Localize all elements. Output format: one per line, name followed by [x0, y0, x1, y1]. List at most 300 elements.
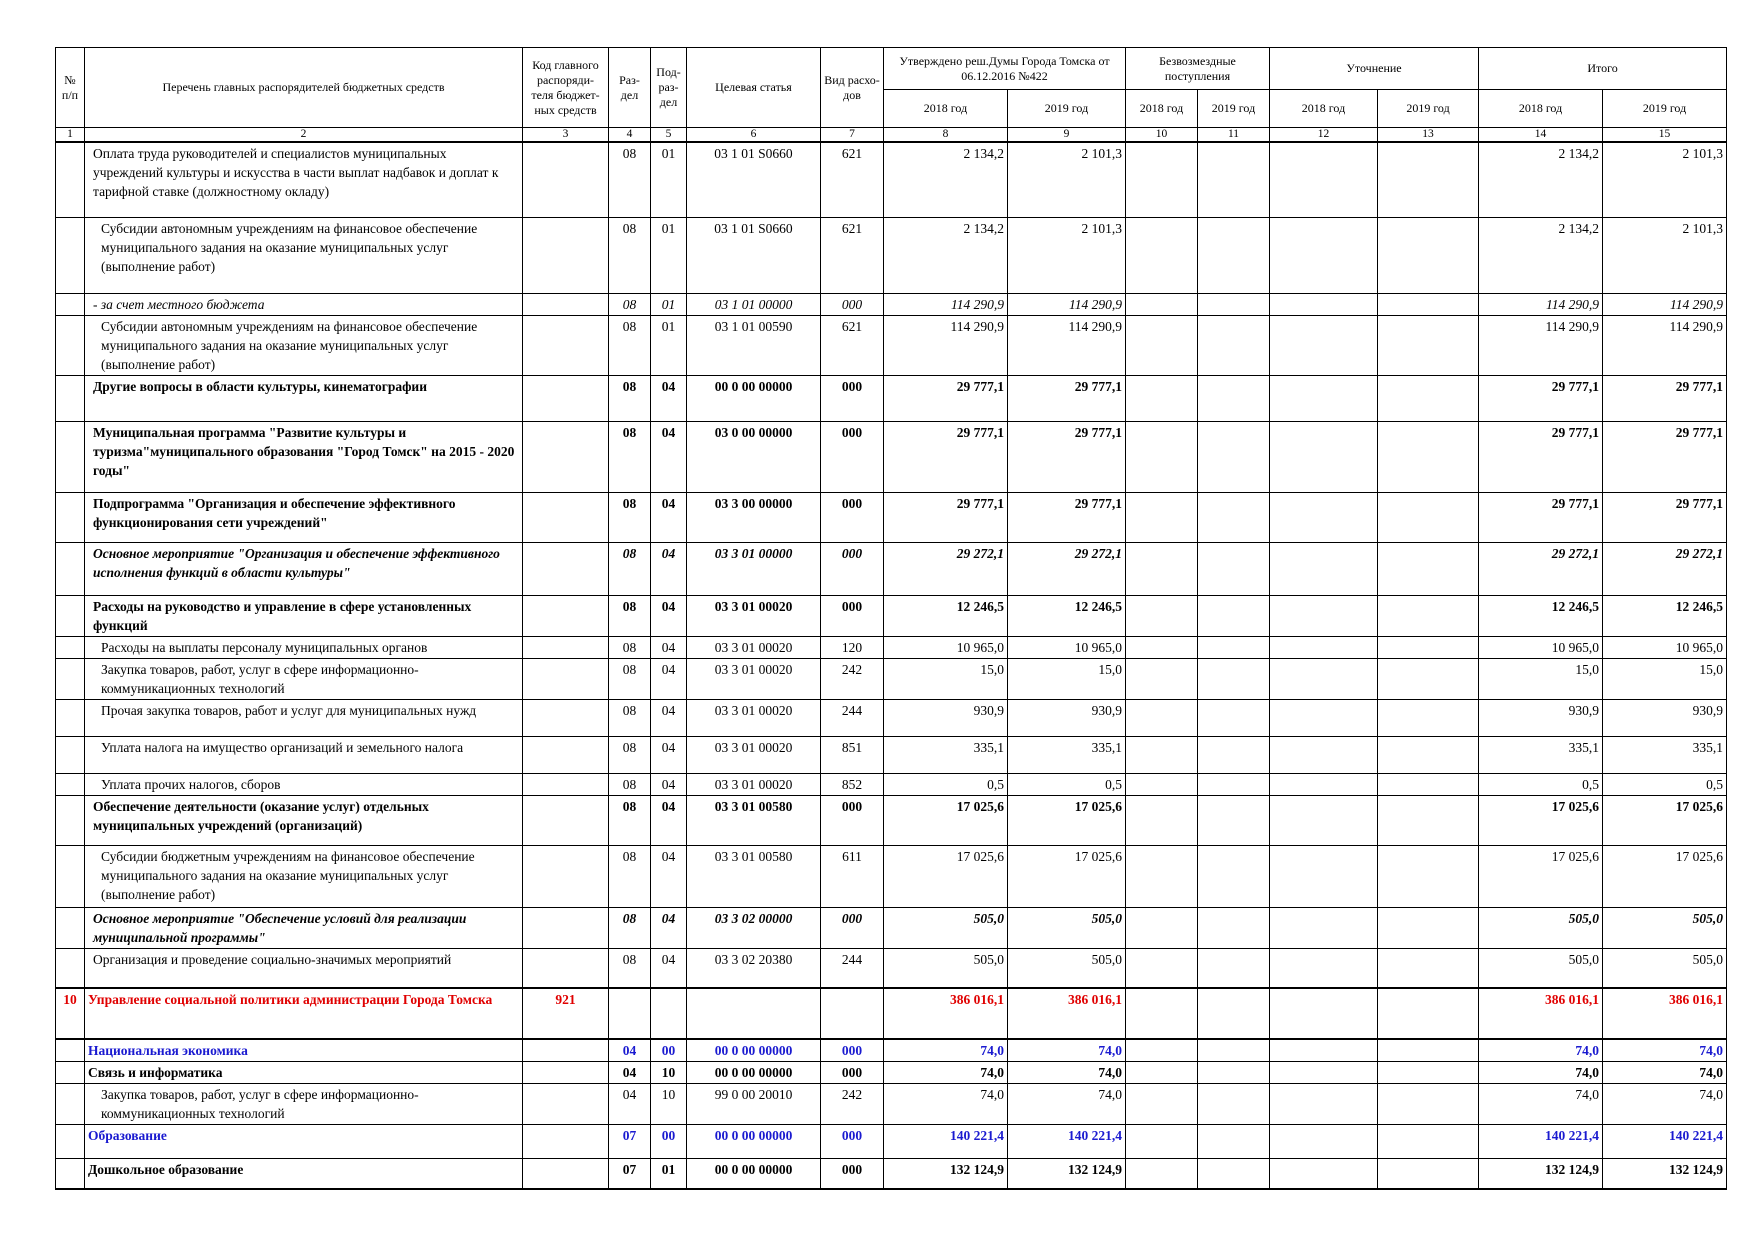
table-row: [56, 1084, 1727, 1125]
section-code: [609, 988, 651, 1039]
subsection-code: 01: [651, 217, 687, 293]
budget-code: [523, 658, 609, 699]
section-code: 08: [609, 142, 651, 217]
budget-code: [523, 315, 609, 375]
col-num: 6: [687, 128, 821, 143]
gratis-2018: [1126, 595, 1198, 636]
table-row: [56, 773, 1727, 795]
table-row: [56, 421, 1727, 492]
gratis-2019: [1198, 948, 1270, 988]
section-code: 08: [609, 636, 651, 658]
gratis-2018: [1126, 217, 1198, 293]
approved-2019: 17 025,6: [1008, 845, 1126, 907]
expense-type: [821, 988, 884, 1039]
approved-2018: 2 134,2: [884, 217, 1008, 293]
row-num: [56, 1084, 85, 1125]
approved-2018: 505,0: [884, 948, 1008, 988]
subsection-code: 04: [651, 845, 687, 907]
gratis-2019: [1198, 795, 1270, 845]
approved-2018: 930,9: [884, 699, 1008, 736]
table-row: [56, 636, 1727, 658]
refine-2018: [1270, 795, 1378, 845]
target-article: 03 3 01 00580: [687, 795, 821, 845]
approved-2019: 140 221,4: [1008, 1125, 1126, 1159]
target-article: 03 3 01 00020: [687, 773, 821, 795]
target-article: 03 1 01 00590: [687, 315, 821, 375]
gratis-2018: [1126, 736, 1198, 773]
total-2018: 505,0: [1479, 907, 1603, 948]
total-2019: 74,0: [1603, 1039, 1727, 1062]
subsection-code: 04: [651, 699, 687, 736]
subsection-code: 04: [651, 773, 687, 795]
table-row: [56, 658, 1727, 699]
approved-2018: 29 777,1: [884, 421, 1008, 492]
total-2019: 29 777,1: [1603, 492, 1727, 542]
row-name: Другие вопросы в области культуры, кинематографии: [85, 375, 523, 421]
header-approved: Утверждено реш.Думы Города Томска от 06.12.2016 №422: [884, 48, 1126, 90]
refine-2019: [1378, 542, 1479, 595]
gratis-2019: [1198, 736, 1270, 773]
refine-2018: [1270, 492, 1378, 542]
approved-2018: 505,0: [884, 907, 1008, 948]
total-2019: 930,9: [1603, 699, 1727, 736]
budget-code: [523, 492, 609, 542]
table-row: [56, 907, 1727, 948]
target-article: 03 3 01 00580: [687, 845, 821, 907]
refine-2019: [1378, 1084, 1479, 1125]
header-row-1: [56, 48, 1727, 90]
table-row: [56, 795, 1727, 845]
gratis-2018: [1126, 658, 1198, 699]
subsection-code: 01: [651, 315, 687, 375]
total-2019: 74,0: [1603, 1062, 1727, 1084]
approved-2019: 74,0: [1008, 1084, 1126, 1125]
refine-2019: [1378, 217, 1479, 293]
refine-2019: [1378, 795, 1479, 845]
subsection-code: 04: [651, 795, 687, 845]
header-code: Код главного распоряди-теля бюджет-ных средств: [523, 48, 609, 128]
gratis-2018: [1126, 1125, 1198, 1159]
total-2018: 114 290,9: [1479, 315, 1603, 375]
row-name: Закупка товаров, работ, услуг в сфере информационно-коммуникационных технологий: [85, 1084, 523, 1125]
approved-2019: 74,0: [1008, 1062, 1126, 1084]
table-row: [56, 1062, 1727, 1084]
row-num: [56, 948, 85, 988]
expense-type: 000: [821, 907, 884, 948]
refine-2019: [1378, 1039, 1479, 1062]
approved-2018: 140 221,4: [884, 1125, 1008, 1159]
row-name: Субсидии автономным учреждениям на финансовое обеспечение муниципального задания на оказание муниципальных услуг (выполнение работ): [85, 315, 523, 375]
row-num: [56, 1125, 85, 1159]
total-2019: 10 965,0: [1603, 636, 1727, 658]
refine-2018: [1270, 1084, 1378, 1125]
budget-code: [523, 699, 609, 736]
total-2019: 29 777,1: [1603, 421, 1727, 492]
total-2019: 0,5: [1603, 773, 1727, 795]
target-article: [687, 988, 821, 1039]
table-row: [56, 948, 1727, 988]
table-row: [56, 142, 1727, 217]
subsection-code: 01: [651, 293, 687, 315]
table-row: [56, 595, 1727, 636]
total-2019: 505,0: [1603, 948, 1727, 988]
gratis-2019: [1198, 595, 1270, 636]
row-name: Дошкольное образование: [85, 1159, 523, 1189]
approved-2019: 74,0: [1008, 1039, 1126, 1062]
gratis-2018: [1126, 1039, 1198, 1062]
refine-2018: [1270, 421, 1378, 492]
budget-code: [523, 542, 609, 595]
total-2018: 29 777,1: [1479, 375, 1603, 421]
refine-2018: [1270, 375, 1378, 421]
header-year: 2019 год: [1008, 90, 1126, 128]
gratis-2018: [1126, 845, 1198, 907]
refine-2019: [1378, 988, 1479, 1039]
target-article: 00 0 00 00000: [687, 1062, 821, 1084]
row-num: [56, 315, 85, 375]
total-2019: 29 272,1: [1603, 542, 1727, 595]
gratis-2019: [1198, 1084, 1270, 1125]
gratis-2019: [1198, 293, 1270, 315]
target-article: 03 3 02 00000: [687, 907, 821, 948]
section-code: 07: [609, 1159, 651, 1189]
gratis-2018: [1126, 293, 1198, 315]
approved-2019: 386 016,1: [1008, 988, 1126, 1039]
gratis-2019: [1198, 988, 1270, 1039]
row-num: [56, 142, 85, 217]
subsection-code: 01: [651, 1159, 687, 1189]
budget-code: 921: [523, 988, 609, 1039]
refine-2019: [1378, 1062, 1479, 1084]
total-2018: 10 965,0: [1479, 636, 1603, 658]
approved-2019: 505,0: [1008, 948, 1126, 988]
refine-2019: [1378, 907, 1479, 948]
table-row: [56, 736, 1727, 773]
refine-2018: [1270, 948, 1378, 988]
row-name: Обеспечение деятельности (оказание услуг) отдельных муниципальных учреждений (организаций): [85, 795, 523, 845]
table-row: [56, 988, 1727, 1039]
total-2019: 29 777,1: [1603, 375, 1727, 421]
subsection-code: 04: [651, 907, 687, 948]
subsection-code: [651, 988, 687, 1039]
refine-2018: [1270, 1062, 1378, 1084]
row-num: [56, 1159, 85, 1189]
total-2019: 2 101,3: [1603, 142, 1727, 217]
table-row: [56, 1159, 1727, 1189]
gratis-2018: [1126, 315, 1198, 375]
gratis-2018: [1126, 492, 1198, 542]
refine-2018: [1270, 658, 1378, 699]
row-num: [56, 658, 85, 699]
budget-code: [523, 595, 609, 636]
row-num: [56, 699, 85, 736]
total-2018: 2 134,2: [1479, 217, 1603, 293]
refine-2019: [1378, 736, 1479, 773]
header-year: 2019 год: [1603, 90, 1727, 128]
refine-2019: [1378, 845, 1479, 907]
total-2018: 74,0: [1479, 1062, 1603, 1084]
refine-2019: [1378, 421, 1479, 492]
budget-table: [55, 47, 1727, 1190]
refine-2019: [1378, 699, 1479, 736]
target-article: 03 3 01 00020: [687, 595, 821, 636]
row-name: Образование: [85, 1125, 523, 1159]
total-2019: 17 025,6: [1603, 845, 1727, 907]
section-code: 08: [609, 542, 651, 595]
row-num: [56, 421, 85, 492]
gratis-2018: [1126, 773, 1198, 795]
section-code: 08: [609, 217, 651, 293]
table-row: [56, 315, 1727, 375]
gratis-2019: [1198, 492, 1270, 542]
refine-2019: [1378, 492, 1479, 542]
refine-2019: [1378, 773, 1479, 795]
subsection-code: 04: [651, 375, 687, 421]
approved-2018: 132 124,9: [884, 1159, 1008, 1189]
target-article: 03 3 02 20380: [687, 948, 821, 988]
table-row: [56, 293, 1727, 315]
budget-code: [523, 1084, 609, 1125]
header-total: Итого: [1479, 48, 1727, 90]
header-name: Перечень главных распорядителей бюджетных средств: [85, 48, 523, 128]
refine-2019: [1378, 658, 1479, 699]
section-code: 04: [609, 1039, 651, 1062]
total-2019: 114 290,9: [1603, 293, 1727, 315]
budget-code: [523, 1039, 609, 1062]
row-name: Субсидии автономным учреждениям на финансовое обеспечение муниципального задания на оказание муниципальных услуг (выполнение работ): [85, 217, 523, 293]
budget-code: [523, 907, 609, 948]
row-name: - за счет местного бюджета: [85, 293, 523, 315]
header-refine: Уточнение: [1270, 48, 1479, 90]
row-name: Закупка товаров, работ, услуг в сфере информационно-коммуникационных технологий: [85, 658, 523, 699]
gratis-2019: [1198, 845, 1270, 907]
target-article: 00 0 00 00000: [687, 1125, 821, 1159]
section-code: 08: [609, 421, 651, 492]
budget-code: [523, 948, 609, 988]
total-2019: 17 025,6: [1603, 795, 1727, 845]
expense-type: 244: [821, 699, 884, 736]
table-row: [56, 1039, 1727, 1062]
expense-type: 852: [821, 773, 884, 795]
approved-2018: 15,0: [884, 658, 1008, 699]
refine-2018: [1270, 699, 1378, 736]
refine-2019: [1378, 1159, 1479, 1189]
table-row: [56, 1125, 1727, 1159]
approved-2019: 132 124,9: [1008, 1159, 1126, 1189]
row-name: Оплата труда руководителей и специалистов муниципальных учреждений культуры и искусства в части выплат надбавок и доплат к тарифной ставке (должностному окладу): [85, 142, 523, 217]
budget-code: [523, 142, 609, 217]
header-section: Раз-дел: [609, 48, 651, 128]
total-2019: 12 246,5: [1603, 595, 1727, 636]
col-num: 14: [1479, 128, 1603, 143]
expense-type: 611: [821, 845, 884, 907]
refine-2019: [1378, 315, 1479, 375]
total-2018: 132 124,9: [1479, 1159, 1603, 1189]
gratis-2018: [1126, 907, 1198, 948]
target-article: 03 3 01 00020: [687, 658, 821, 699]
row-name: Муниципальная программа "Развитие культуры и туризма"муниципального образования "Город Томск" на 2015 - 2020 годы": [85, 421, 523, 492]
subsection-code: 04: [651, 636, 687, 658]
gratis-2018: [1126, 142, 1198, 217]
gratis-2019: [1198, 636, 1270, 658]
gratis-2018: [1126, 542, 1198, 595]
total-2018: 2 134,2: [1479, 142, 1603, 217]
gratis-2018: [1126, 636, 1198, 658]
budget-code: [523, 421, 609, 492]
section-code: 04: [609, 1084, 651, 1125]
refine-2018: [1270, 142, 1378, 217]
row-name: Расходы на выплаты персоналу муниципальных органов: [85, 636, 523, 658]
subsection-code: 00: [651, 1125, 687, 1159]
total-2018: 0,5: [1479, 773, 1603, 795]
gratis-2019: [1198, 1125, 1270, 1159]
target-article: 00 0 00 00000: [687, 1039, 821, 1062]
col-num: 3: [523, 128, 609, 143]
expense-type: 242: [821, 658, 884, 699]
budget-code: [523, 845, 609, 907]
col-num: 10: [1126, 128, 1198, 143]
approved-2018: 114 290,9: [884, 293, 1008, 315]
row-name: Управление социальной политики администрации Города Томска: [85, 988, 523, 1039]
gratis-2019: [1198, 217, 1270, 293]
approved-2018: 74,0: [884, 1084, 1008, 1125]
budget-code: [523, 736, 609, 773]
subsection-code: 04: [651, 736, 687, 773]
approved-2018: 10 965,0: [884, 636, 1008, 658]
header-year: 2018 год: [884, 90, 1008, 128]
col-num: 2: [85, 128, 523, 143]
target-article: 03 3 01 00000: [687, 542, 821, 595]
header-target: Целевая статья: [687, 48, 821, 128]
target-article: 03 1 01 S0660: [687, 142, 821, 217]
budget-code: [523, 217, 609, 293]
approved-2018: 29 272,1: [884, 542, 1008, 595]
expense-type: 000: [821, 542, 884, 595]
row-num: [56, 636, 85, 658]
table-row: [56, 375, 1727, 421]
gratis-2019: [1198, 542, 1270, 595]
approved-2019: 114 290,9: [1008, 315, 1126, 375]
approved-2019: 15,0: [1008, 658, 1126, 699]
total-2018: 29 777,1: [1479, 421, 1603, 492]
header-year: 2018 год: [1126, 90, 1198, 128]
section-code: 08: [609, 658, 651, 699]
total-2019: 140 221,4: [1603, 1125, 1727, 1159]
total-2018: 386 016,1: [1479, 988, 1603, 1039]
gratis-2019: [1198, 907, 1270, 948]
approved-2018: 2 134,2: [884, 142, 1008, 217]
expense-type: 000: [821, 293, 884, 315]
row-name: Основное мероприятие "Организация и обеспечение эффективного исполнения функций в области культуры": [85, 542, 523, 595]
row-name: Связь и информатика: [85, 1062, 523, 1084]
target-article: 03 3 01 00020: [687, 636, 821, 658]
row-name: Подпрограмма "Организация и обеспечение эффективного функционирования сети учреждений": [85, 492, 523, 542]
subsection-code: 01: [651, 142, 687, 217]
budget-code: [523, 293, 609, 315]
refine-2018: [1270, 988, 1378, 1039]
row-num: [56, 595, 85, 636]
col-num: 9: [1008, 128, 1126, 143]
section-code: 08: [609, 845, 651, 907]
refine-2019: [1378, 595, 1479, 636]
approved-2018: 17 025,6: [884, 795, 1008, 845]
section-code: 08: [609, 699, 651, 736]
total-2019: 15,0: [1603, 658, 1727, 699]
gratis-2018: [1126, 421, 1198, 492]
refine-2019: [1378, 375, 1479, 421]
target-article: 99 0 00 20010: [687, 1084, 821, 1125]
approved-2019: 930,9: [1008, 699, 1126, 736]
header-year: 2018 год: [1479, 90, 1603, 128]
refine-2018: [1270, 907, 1378, 948]
row-num: [56, 907, 85, 948]
row-name: Уплата налога на имущество организаций и земельного налога: [85, 736, 523, 773]
approved-2019: 29 272,1: [1008, 542, 1126, 595]
subsection-code: 04: [651, 492, 687, 542]
header-gratis: Безвозмездные поступления: [1126, 48, 1270, 90]
gratis-2019: [1198, 773, 1270, 795]
approved-2019: 2 101,3: [1008, 142, 1126, 217]
target-article: 03 0 00 00000: [687, 421, 821, 492]
expense-type: 000: [821, 1039, 884, 1062]
gratis-2019: [1198, 421, 1270, 492]
total-2018: 29 272,1: [1479, 542, 1603, 595]
total-2018: 140 221,4: [1479, 1125, 1603, 1159]
expense-type: 621: [821, 315, 884, 375]
expense-type: 000: [821, 1125, 884, 1159]
budget-code: [523, 795, 609, 845]
expense-type: 000: [821, 492, 884, 542]
approved-2018: 17 025,6: [884, 845, 1008, 907]
table-row: [56, 217, 1727, 293]
refine-2018: [1270, 293, 1378, 315]
section-code: 08: [609, 795, 651, 845]
gratis-2018: [1126, 1159, 1198, 1189]
section-code: 07: [609, 1125, 651, 1159]
total-2018: 17 025,6: [1479, 795, 1603, 845]
section-code: 08: [609, 773, 651, 795]
expense-type: 000: [821, 595, 884, 636]
gratis-2019: [1198, 375, 1270, 421]
total-2019: 335,1: [1603, 736, 1727, 773]
subsection-code: 04: [651, 658, 687, 699]
target-article: 00 0 00 00000: [687, 1159, 821, 1189]
total-2019: 132 124,9: [1603, 1159, 1727, 1189]
budget-code: [523, 375, 609, 421]
approved-2019: 29 777,1: [1008, 375, 1126, 421]
expense-type: 621: [821, 217, 884, 293]
row-name: Субсидии бюджетным учреждениям на финансовое обеспечение муниципального задания на оказание муниципальных услуг (выполнение работ): [85, 845, 523, 907]
approved-2019: 0,5: [1008, 773, 1126, 795]
table-row: [56, 492, 1727, 542]
row-num: [56, 492, 85, 542]
col-num: 1: [56, 128, 85, 143]
target-article: 03 3 01 00020: [687, 699, 821, 736]
table-row: [56, 542, 1727, 595]
expense-type: 000: [821, 421, 884, 492]
refine-2018: [1270, 1039, 1378, 1062]
refine-2018: [1270, 542, 1378, 595]
row-num: [56, 375, 85, 421]
row-num: [56, 542, 85, 595]
gratis-2019: [1198, 658, 1270, 699]
row-num: [56, 293, 85, 315]
row-name: Основное мероприятие "Обеспечение условий для реализации муниципальной программы": [85, 907, 523, 948]
approved-2018: 29 777,1: [884, 375, 1008, 421]
refine-2018: [1270, 1125, 1378, 1159]
col-num: 7: [821, 128, 884, 143]
target-article: 03 1 01 00000: [687, 293, 821, 315]
